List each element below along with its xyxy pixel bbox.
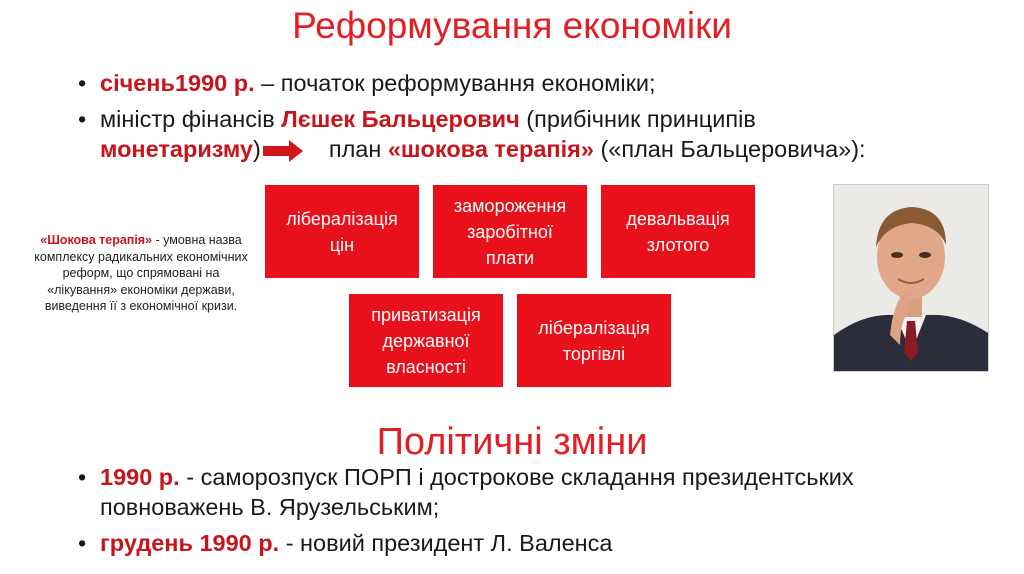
portrait-photo xyxy=(833,184,989,372)
economy-bullet-list xyxy=(78,68,958,170)
section-title: Політичні зміни xyxy=(376,421,648,463)
slide-title: Реформування економіки xyxy=(292,5,732,46)
note-text: - умовна назва комплексу радикальних економічних реформ, що спрямовані на «лікування» економіки держави, виведення її з економічної кризи. xyxy=(34,233,248,313)
bullet-text: (прибічник принципів xyxy=(519,106,756,132)
reform-box-privatization: приватизація державної власності xyxy=(349,294,503,387)
bullet-date: грудень 1990 р. xyxy=(100,530,280,556)
note-term: «Шокова терапія» xyxy=(40,233,153,247)
bullet-text: ) xyxy=(253,136,261,162)
arrow-right-icon xyxy=(263,140,303,162)
bullet-text: – початок реформування економіки; xyxy=(254,70,656,96)
bullet-text: - новий президент Л. Валенса xyxy=(279,530,613,556)
bullet-item xyxy=(78,68,958,98)
bullet-date: 1990 р. xyxy=(100,464,180,490)
reform-box-wage-freeze: замороження заробітної плати xyxy=(433,185,587,278)
bullet-text: - саморозпуск ПОРП і дострокове складання президентських повноважень В. Ярузельським; xyxy=(100,464,854,520)
reform-box-trade-liberalization: лібералізація торгівлі xyxy=(517,294,671,387)
reform-box-devaluation: девальвація злотого xyxy=(601,185,755,278)
shock-therapy-term: «шокова терапія» xyxy=(387,136,594,162)
bullet-date: січень1990 р. xyxy=(100,70,255,96)
shock-therapy-note xyxy=(28,232,254,315)
bullet-text: план xyxy=(328,136,388,162)
bullet-item xyxy=(78,528,998,558)
bullet-text: («план Бальцеровича»): xyxy=(593,136,866,162)
bullet-item xyxy=(78,462,998,522)
minister-name: Лєшек Бальцерович xyxy=(281,106,520,132)
reform-box-price-liberalization: лібералізація цін xyxy=(265,185,419,278)
bullet-text: міністр фінансів xyxy=(100,106,282,132)
politics-bullet-list xyxy=(78,462,998,564)
monetarism-term: монетаризму xyxy=(100,136,254,162)
bullet-item xyxy=(78,104,958,164)
